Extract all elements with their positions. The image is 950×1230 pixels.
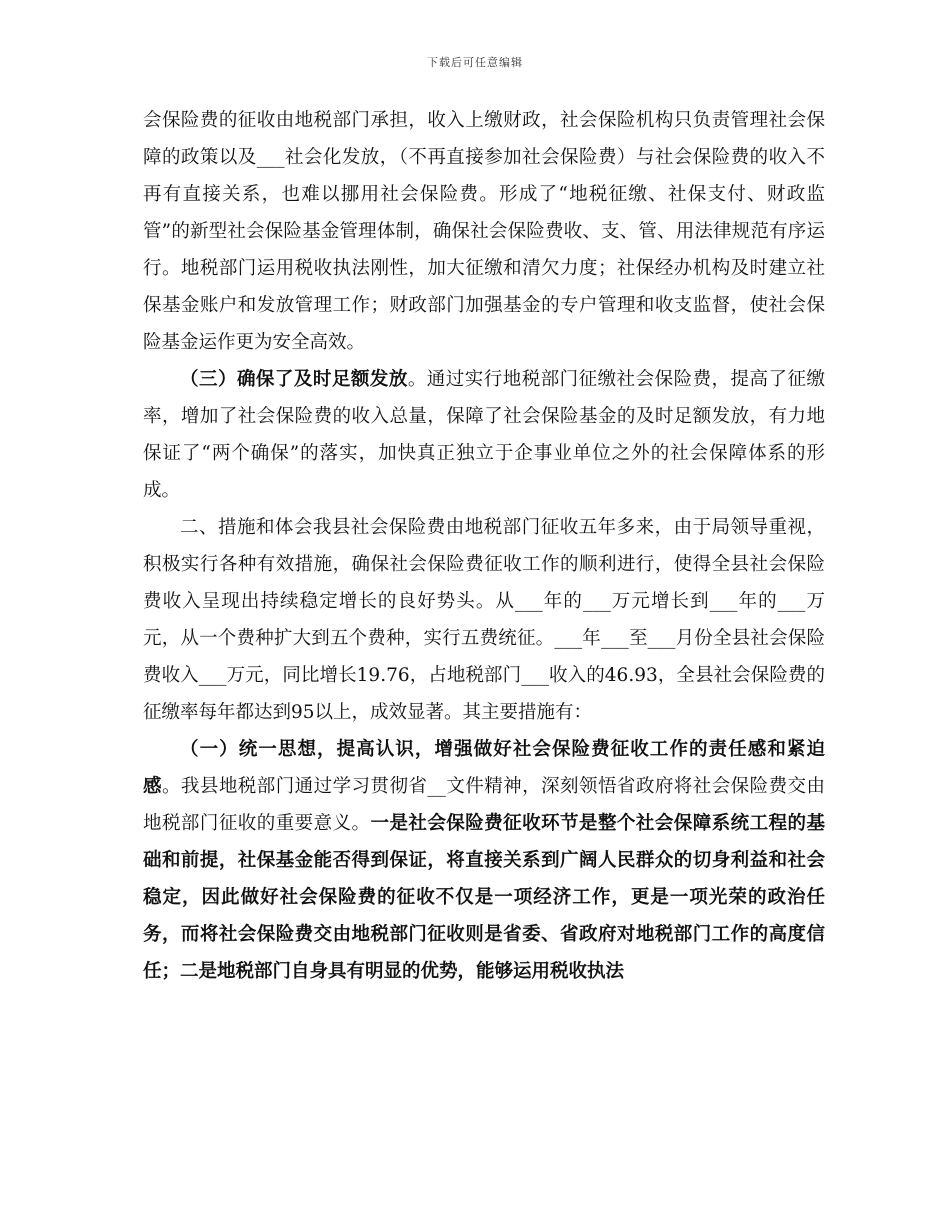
page-header: 下载后可任意编辑	[427, 56, 523, 69]
paragraph-4	[143, 731, 825, 990]
paragraph-3	[143, 509, 825, 731]
paragraph-2-text: 。通过实行地税部门征缴社会保险费，提高了征缴率，增加了社会保险费的收入总量，保障了社会保险基金的及时足额发放，有力地保证了“两个确保”的落实，加快真正独立于企事业单位之外的社会保障体系的形成。	[143, 369, 825, 501]
paragraph-4-bold-text: 一是社会保险费征收环节是整个社会保障系统工程的基础和前提，社保基金能否得到保证，将直接关系到广阔人民群众的切身利益和社会稳定，因此做好社会保险费的征收不仅是一项经济工作，更是一项光荣的政治任务，而将社会保险费交由地税部门征收则是省委、省政府对地税部门工作的高度信任；二是地税部门自身具有明显的优势，能够运用税收执法	[143, 813, 825, 982]
paragraph-1-text: 会保险费的征收由地税部门承担，收入上缴财政，社会保险机构只负责管理社会保障的政策以及___社会化发放，（不再直接参加社会保险费）与社会保险费的收入不再有直接关系，也难以挪用社会保险费。形成了“地税征缴、社保支付、财政监管”的新型社会保险基金管理体制，确保社会保险费收、支、管、用法律规范有序运行。地税部门运用税收执法刚性，加大征缴和清欠力度；社保经办机构及时建立社保基金账户和发放管理工作；财政部门加强基金的专户管理和收支监督，使社会保险基金运作更为安全高效。	[143, 110, 825, 353]
paragraph-4-text: 。我县地税部门通过学习贯彻省__文件精神，深刻领悟省政府将社会保险费交由地税部门征收的重要意义。	[143, 776, 825, 834]
document-body	[143, 102, 825, 990]
paragraph-2	[143, 361, 825, 509]
paragraph-2-heading: （三）确保了及时足额发放	[180, 369, 408, 390]
paragraph-1	[143, 102, 825, 361]
paragraph-3-text: 二、措施和体会我县社会保险费由地税部门征收五年多来，由于局领导重视，积极实行各种有效措施，确保社会保险费征收工作的顺利进行，使得全县社会保险费收入呈现出持续稳定增长的良好势头。从___年的___万元增长到___年的___万元，从一个费种扩大到五个费种，实行五费统征。___年___至___月份全县社会保险费收入___万元，同比增长19.76，占地税部门___收入的46.93，全县社会保险费的征缴率每年都达到95以上，成效显著。其主要措施有：	[143, 517, 825, 723]
paragraph-4-heading: （一）统一思想，提高认识，增强做好社会保险费征收工作的责任感和紧迫感	[143, 739, 825, 797]
